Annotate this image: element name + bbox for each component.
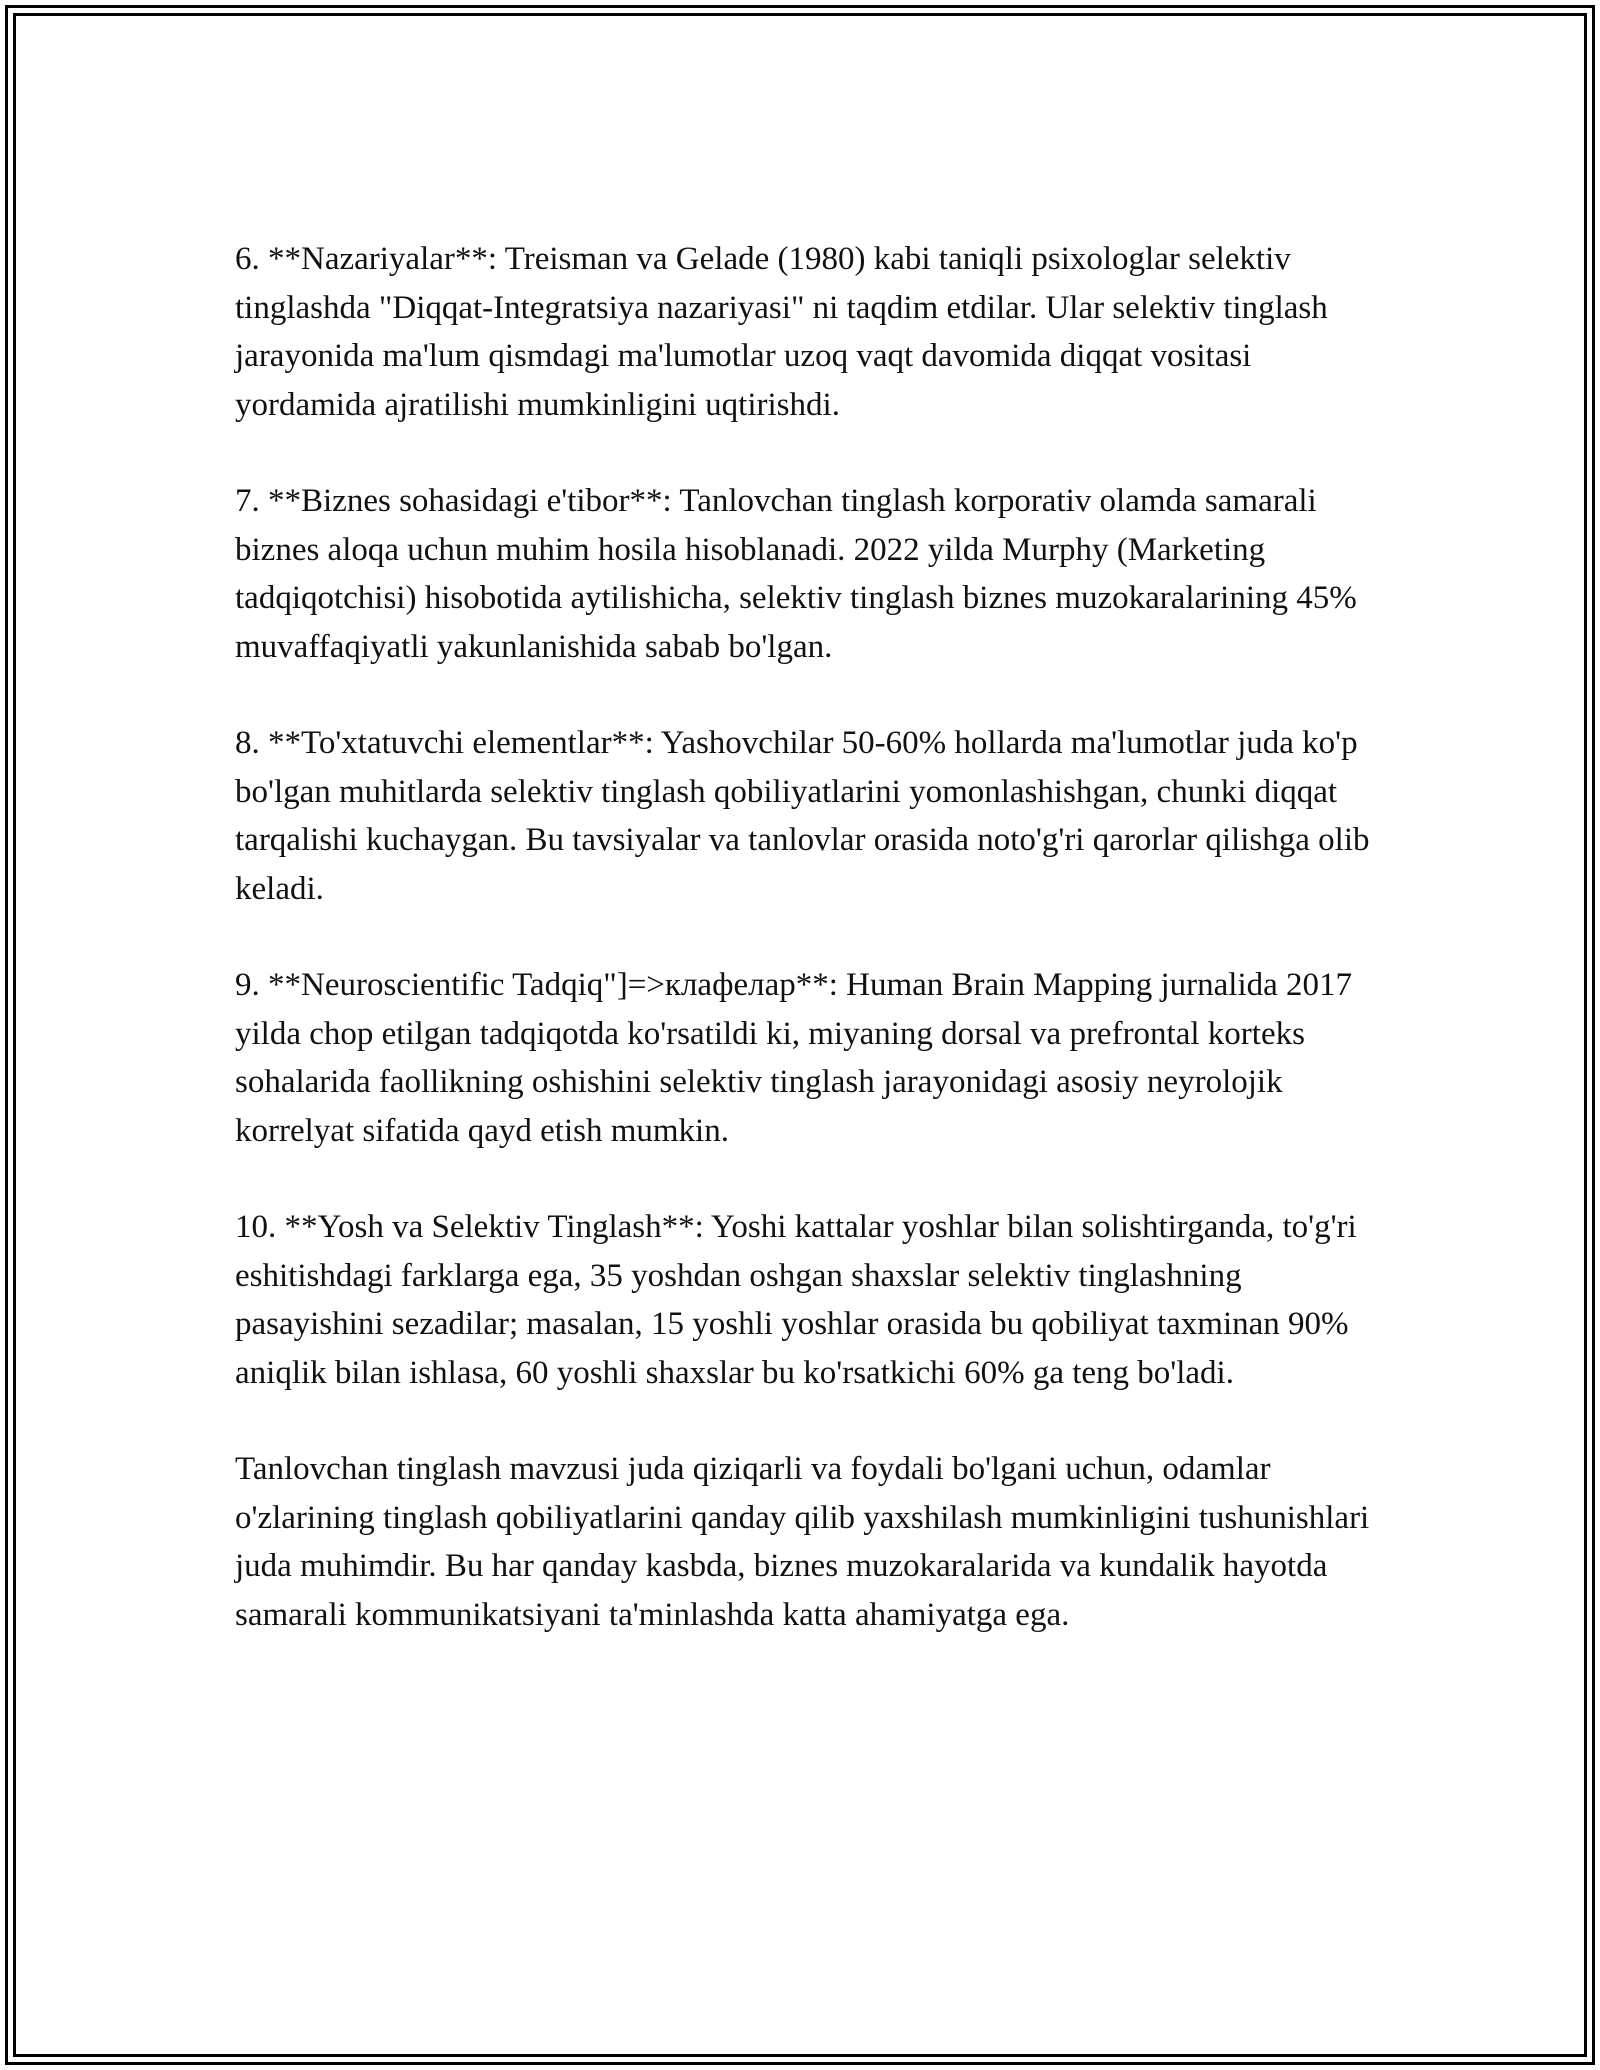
paragraph-yosh: 10. **Yosh va Selektiv Tinglash**: Yoshi kattalar yoshlar bilan solishtirganda, to'g'ri eshitishdagi farklarga ega, 35 yoshdan oshgan shaxslar selektiv tinglashning pasayishini sezadilar; masalan, 15 yoshli yoshlar orasida bu qobiliyat taxminan 90% aniqlik bilan ishlasa, 60 yoshli shaxslar bu ko'rsatkichi 60% ga teng bo'ladi. [235,1209,1357,1391]
paragraph-biznes: 7. **Biznes sohasidagi e'tibor**: Tanlovchan tinglash korporativ olamda samarali biznes aloqa uchun muhim hosila hisoblanadi. 2022 yilda Murphy (Marketing tadqiqotchisi) hisobotida aytilishicha, selektiv tinglash biznes muzokaralarining 45% muvaffaqiyatli yakunlanishida sabab bo'lgan. [235,483,1357,665]
paragraph-nazariyalar: 6. **Nazariyalar**: Treisman va Gelade (1980) kabi taniqli psixologlar selektiv tinglashda "Diqqat-Integratsiya nazariyasi" ni taqdim etdilar. Ular selektiv tinglash jarayonida ma'lum qismdagi ma'lumotlar uzoq vaqt davomida diqqat vositasi yordamida ajratilishi mumkinligini uqtirishdi. [235,241,1328,423]
document-body [235,235,1375,1687]
paragraph-neuroscientific: 9. **Neuroscientific Tadqiq"]=>клафелар**: Human Brain Mapping jurnalida 2017 yilda chop etilgan tadqiqotda ko'rsatildi ki, miyaning dorsal va prefrontal korteks sohalarida faollikning oshishini selektiv tinglash jarayonidagi asosiy neyrolojik korrelyat sifatida qayd etish mumkin. [235,967,1353,1149]
paragraph-toxtatuvchi: 8. **To'xtatuvchi elementlar**: Yashovchilar 50-60% hollarda ma'lumotlar juda ko'p bo'lgan muhitlarda selektiv tinglash qobiliyatlarini yomonlashishgan, chunki diqqat tarqalishi kuchaygan. Bu tavsiyalar va tanlovlar orasida noto'g'ri qarorlar qilishga olib keladi. [235,725,1370,907]
paragraph-conclusion: Tanlovchan tinglash mavzusi juda qiziqarli va foydali bo'lgani uchun, odamlar o'zlarining tinglash qobiliyatlarini qanday qilib yaxshilash mumkinligini tushunishlari juda muhimdir. Bu har qanday kasbda, biznes muzokaralarida va kundalik hayotda samarali kommunikatsiyani ta'minlashda katta ahamiyatga ega. [235,1451,1370,1633]
